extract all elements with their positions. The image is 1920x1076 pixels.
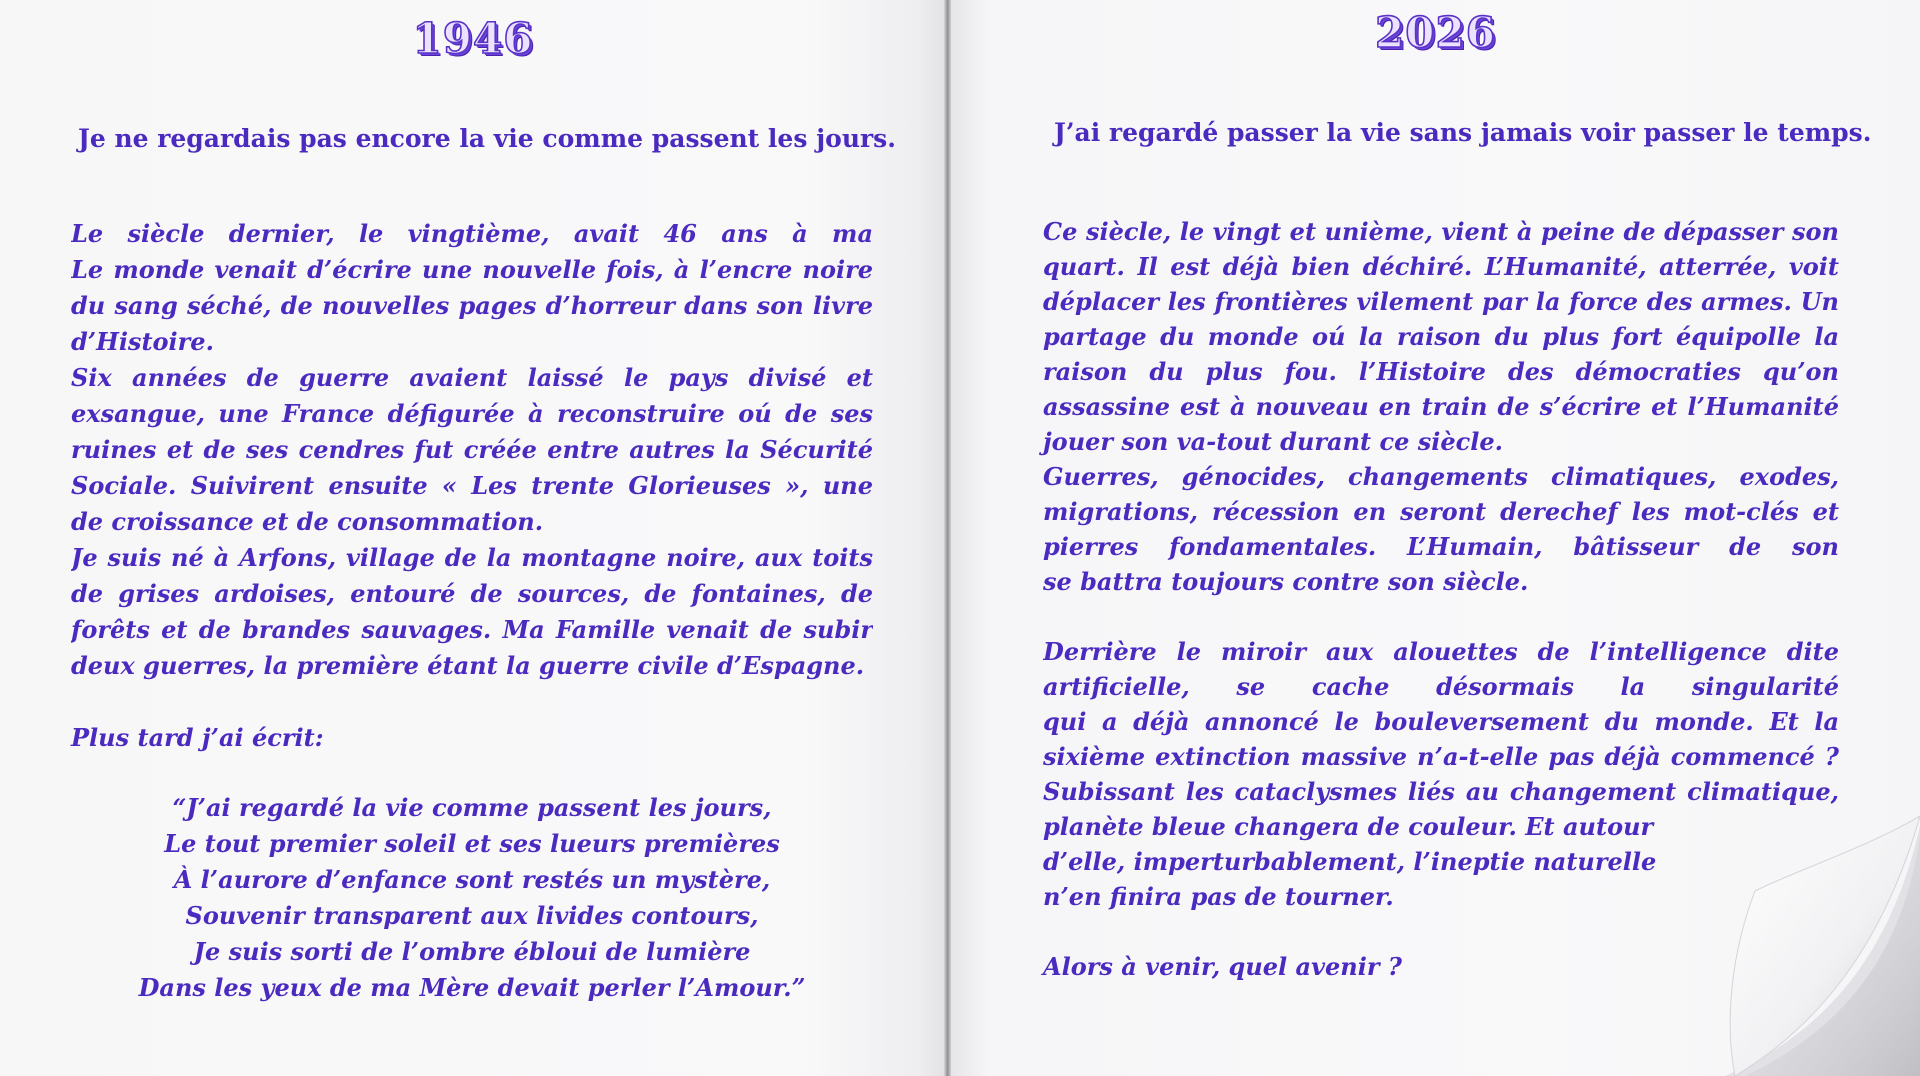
right-closing-line: Alors à venir, quel avenir ? [1043,952,1402,981]
left-paragraph-line: d’Histoire. [71,327,214,356]
left-paragraph-line: Le siècle dernier, le vingtième, avait 46 ans à ma [71,219,873,248]
right-paragraph-line: qui a déjà annoncé le bouleversement du monde. Et la [1043,707,1839,736]
left-paragraph-line: Six années de guerre avaient laissé le pays divisé et [71,363,873,392]
left-year-heading: 1946 [412,14,534,63]
left-paragraph-line: du sang séché, de nouvelles pages d’horreur dans son livre [71,291,873,320]
right-paragraph-line: n’en finira pas de tourner. [1043,882,1394,911]
right-paragraph-line: migrations, récession en seront derechef les mot-clés et [1043,497,1839,526]
left-paragraph-line: forêts et de brandes sauvages. Ma Famille venait de subir [71,615,873,644]
right-paragraph-line: Ce siècle, le vingt et unième, vient à peine de dépasser son [1043,217,1839,246]
left-later-label: Plus tard j’ai écrit: [71,723,324,752]
right-paragraph-line: d’elle, imperturbablement, l’ineptie naturelle [1043,847,1657,876]
right-paragraph-line: artificielle, se cache désormais la singularité [1043,672,1839,701]
left-paragraph-line: Je suis né à Arfons, village de la montagne noire, aux toits [71,543,873,572]
right-paragraph-line: pierres fondamentales. L’Humain, bâtisseur de son [1043,532,1839,561]
right-paragraph-line: quart. Il est déjà bien déchiré. L’Humanité, atterrée, voit [1043,252,1839,281]
left-paragraph-line: Le monde venait d’écrire une nouvelle fois, à l’encre noire [71,255,873,284]
right-paragraph-line: Subissant les cataclysmes liés au changement climatique, [1043,777,1839,806]
poem-line: Le tout premier soleil et ses lueurs premières [164,829,780,858]
right-paragraph-line: raison du plus fou. l’Histoire des démocraties qu’on [1043,357,1839,386]
right-paragraph-line: se battra toujours contre son siècle. [1043,567,1529,596]
poem-line: “J’ai regardé la vie comme passent les jours, [172,793,772,822]
page-curl-icon [1620,816,1920,1076]
right-page [951,0,1920,1076]
right-paragraph-line: jouer son va-tout durant ce siècle. [1043,427,1503,456]
left-paragraph-line: exsangue, une France défigurée à reconstruire oú de ses [71,399,873,428]
left-paragraph-line: de croissance et de consommation. [71,507,544,536]
right-paragraph-line: sixième extinction massive n’a-t-elle pas déjà commencé ? [1043,742,1839,771]
poem-line: Je suis sorti de l’ombre ébloui de lumière [193,937,751,966]
left-paragraph-line: ruines et de ses cendres fut créée entre autres la Sécurité [71,435,873,464]
right-paragraph-line: assassine est à nouveau en train de s’écrire et l’Humanité [1043,392,1839,421]
poem-line: Dans les yeux de ma Mère devait perler l’Amour.” [138,973,806,1002]
right-paragraph-line: partage du monde oú la raison du plus fort équipolle la [1043,322,1839,351]
left-page [0,0,946,1076]
right-lead-line: J’ai regardé passer la vie sans jamais voir passer le temps. [1054,118,1872,147]
left-paragraph-line: deux guerres, la première étant la guerre civile d’Espagne. [71,651,865,680]
poem-line: Souvenir transparent aux livides contours, [185,901,759,930]
right-paragraph-line: planète bleue changera de couleur. Et autour [1043,812,1654,841]
poem-line: À l’aurore d’enfance sont restés un mystère, [173,865,771,894]
left-paragraph-line: Sociale. Suivirent ensuite « Les trente Glorieuses », une [71,471,873,500]
right-paragraph-line: Guerres, génocides, changements climatiques, exodes, [1043,462,1839,491]
left-paragraph-line: de grises ardoises, entouré de sources, de fontaines, de [71,579,873,608]
left-lead-line: Je ne regardais pas encore la vie comme passent les jours. [78,124,896,153]
right-paragraph-line: déplacer les frontières vilement par la force des armes. Un [1043,287,1839,316]
right-paragraph-line: Derrière le miroir aux alouettes de l’intelligence dite [1043,637,1839,666]
right-year-heading: 2026 [1375,8,1496,57]
